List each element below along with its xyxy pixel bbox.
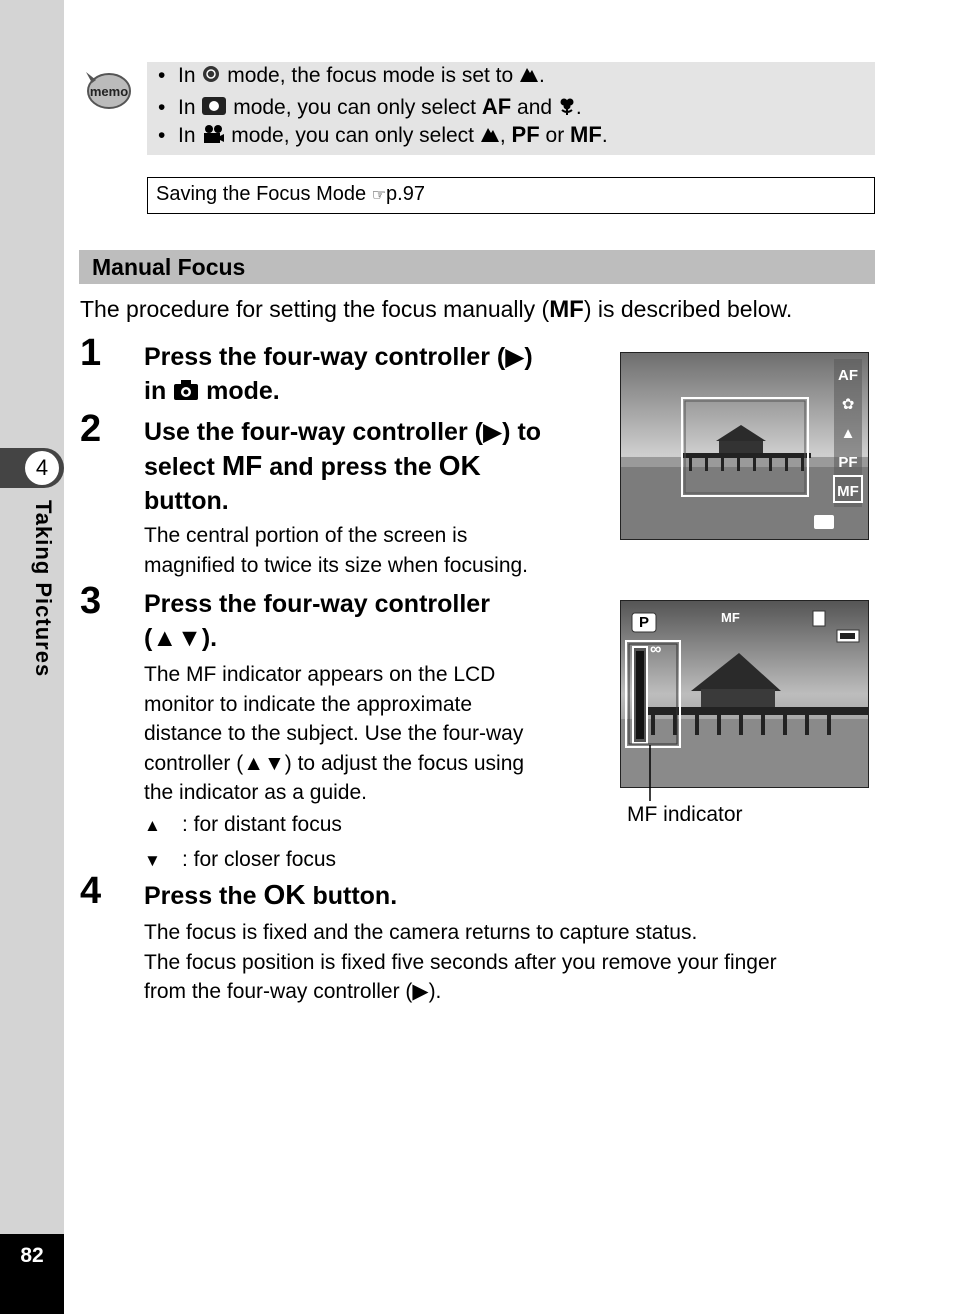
- section-title: Manual Focus: [92, 254, 246, 280]
- chapter-title: Taking Pictures: [31, 500, 56, 678]
- movie-mode-icon: [201, 124, 225, 144]
- section-intro: The procedure for setting the focus manually (MF) is described below.: [80, 296, 793, 323]
- menu-item-mf: MF: [837, 483, 859, 500]
- menu-item-pf: PF: [838, 454, 858, 471]
- caption-leader-line: [640, 745, 660, 805]
- infinity-mountain-icon: [519, 64, 539, 84]
- pointer-icon: ☞: [371, 187, 387, 204]
- reference-link[interactable]: Saving the Focus Mode ☞p.97: [156, 183, 425, 205]
- chapter-number: 4: [25, 451, 59, 485]
- focus-mode-menu: [834, 361, 862, 506]
- memo-icon: [82, 66, 132, 112]
- step-number-3: 3: [80, 580, 102, 622]
- step-3-heading: Press the four-way controller (▲▼).: [144, 590, 490, 652]
- infinity-label: ∞: [650, 641, 662, 658]
- program-mode-badge: P: [638, 614, 649, 631]
- mf-label: MF: [721, 610, 740, 625]
- memo-line-2: • In mode, you can only select AF and .: [158, 94, 582, 119]
- step-3-body: The MF indicator appears on the LCD monitor to indicate the approximate distance to the subject. Use the four-way controller (▲▼) to adjust the focus using the indicator as a guide.: [144, 663, 525, 804]
- svg-text:memo: memo: [89, 84, 129, 99]
- menu-item-af: AF: [838, 367, 858, 384]
- step-3-legend: ▲ : for distant focus ▼ : for closer focus: [144, 813, 342, 871]
- step-4-heading: Press the OK button.: [144, 879, 398, 910]
- step-2-body: The central portion of the screen is magnified to twice its size when focusing.: [144, 524, 529, 577]
- step-number-1: 1: [80, 332, 102, 374]
- lcd-focus-mode-menu: [620, 352, 869, 540]
- green-mode-icon: [201, 64, 221, 84]
- step-number-2: 2: [80, 408, 102, 450]
- infinity-mountain-icon: [480, 124, 500, 144]
- macro-flower-icon: [558, 96, 576, 116]
- step-1-heading: Press the four-way controller (▶) in mode.: [144, 343, 533, 405]
- memo-line-3: • In mode, you can only select , PF or MF.: [158, 122, 608, 147]
- memo-line-1: • In mode, the focus mode is set to .: [158, 64, 545, 87]
- portrait-mode-icon: [201, 96, 227, 116]
- step-2-heading: Use the four-way controller (▶) to select MF and press the OK button.: [144, 418, 542, 515]
- mf-indicator-caption: MF indicator: [627, 803, 743, 826]
- step-number-4: 4: [80, 870, 102, 912]
- page-number: 82: [20, 1244, 44, 1267]
- menu-item-macro: ✿: [841, 396, 855, 413]
- menu-item-infinity: ▲: [840, 425, 856, 442]
- camera-icon: [173, 379, 199, 401]
- step-4-body: The focus is fixed and the camera returns to capture status. The focus position is fixed five seconds after you remove your finger from the four-way controller (▶).: [144, 921, 777, 1003]
